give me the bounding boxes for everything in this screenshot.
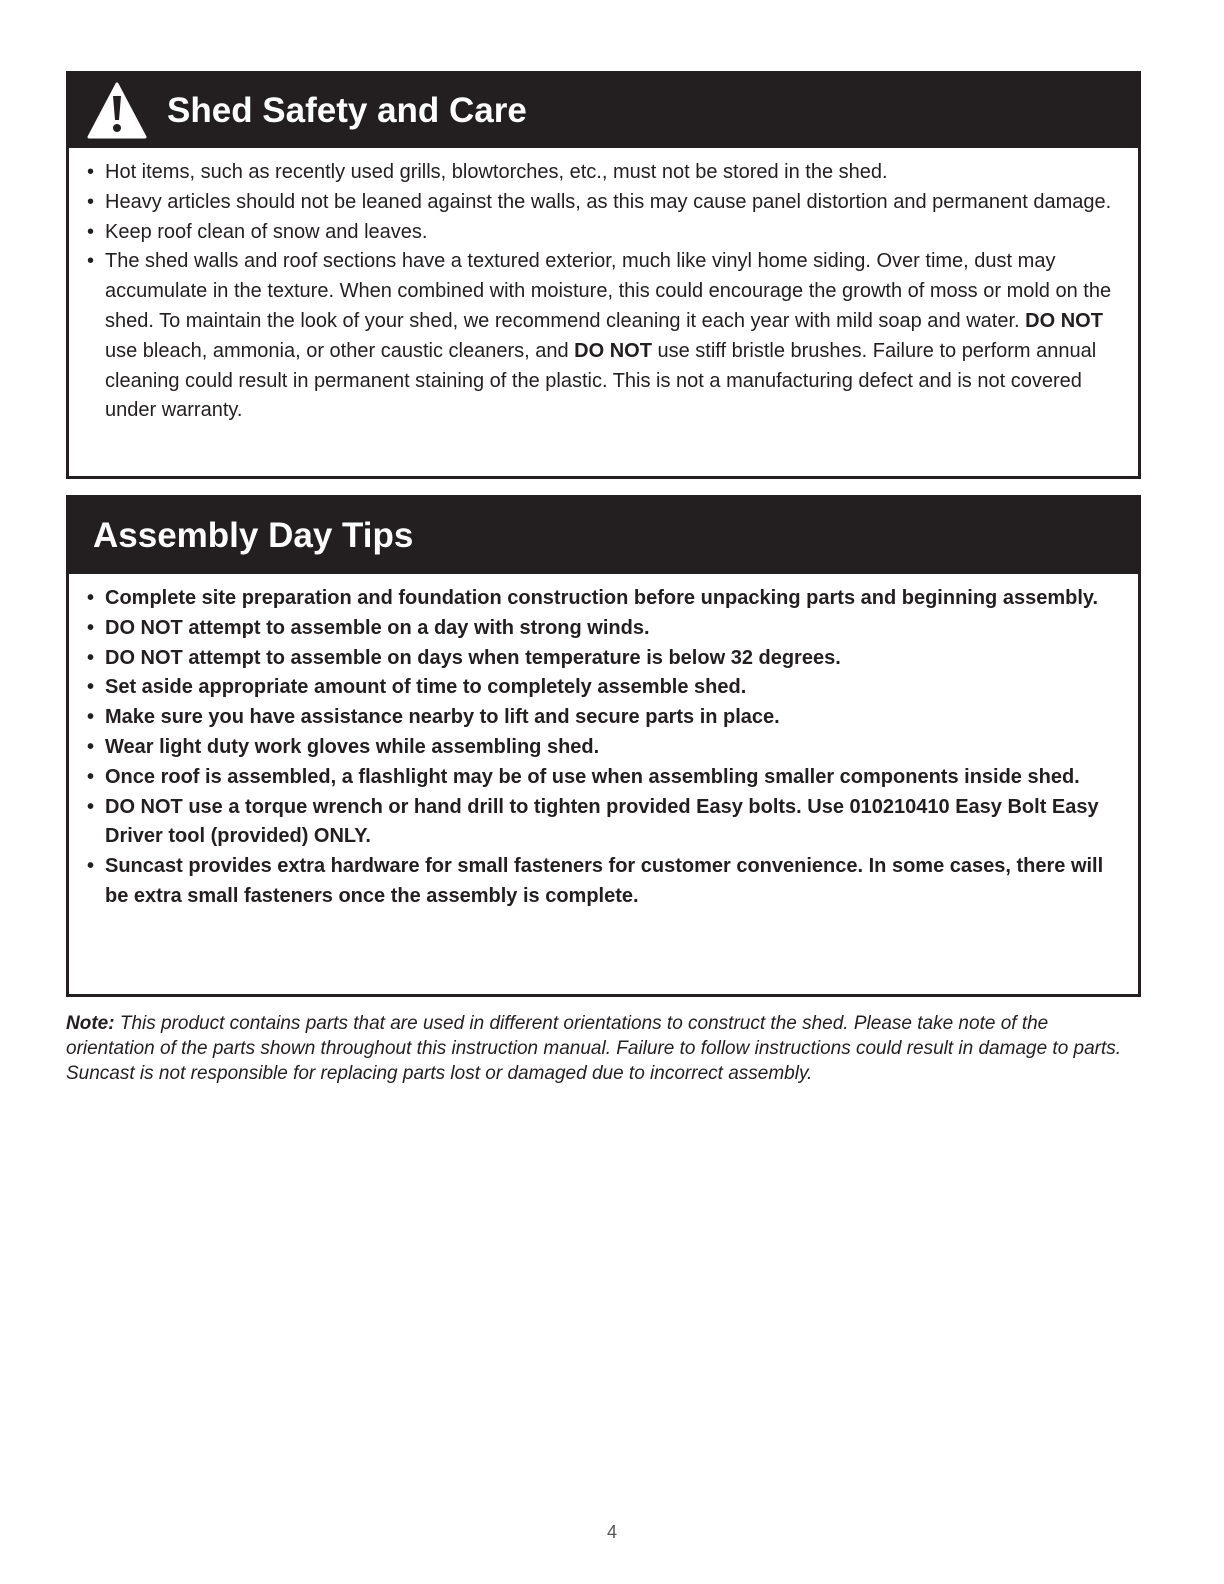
emphasis: DO NOT [1025,309,1103,332]
list-item: • DO NOT use a torque wrench or hand drill to tighten provided Easy bolts. Use 010210410 Easy Bolt Easy Driver tool (provided) ONLY. [87,793,1107,853]
list-item: • Heavy articles should not be leaned against the walls, as this may cause panel distortion and permanent damage. [87,188,1127,218]
list-item: • Set aside appropriate amount of time to completely assemble shed. [87,673,1107,703]
list-item: • DO NOT attempt to assemble on days when temperature is below 32 degrees. [87,644,1107,674]
page-number: 4 [606,1522,617,1542]
tips-list [69,574,1107,912]
note-text: This product contains parts that are used in different orientations to construct the shed. Please take note of the orientation of the parts shown throughout this instruction manual. Failure to follow instructions could result in damage to parts. Suncast is not responsible for replacing parts lost or damaged due to incorrect assembly. [66,1013,1122,1084]
section-title: Shed Safety and Care [167,91,527,130]
text: The shed walls and roof sections have a textured exterior, much like vinyl home siding. Over time, dust may accumulate in the texture. When combined with moisture, this could encourage the growth of moss or mold on the shed. To maintain the look of your shed, we recommend cleaning it each year with mild soap and water. [105,250,1112,332]
list-item: • Complete site preparation and foundation construction before unpacking parts and beginning assembly. [87,584,1107,614]
list-item: • Wear light duty work gloves while assembling shed. [87,733,1107,763]
emphasis: DO NOT [574,339,652,362]
shed-safety-section [66,71,1141,479]
list-item: • Hot items, such as recently used grills, blowtorches, etc., must not be stored in the shed. [87,158,1127,188]
list-item: • Make sure you have assistance nearby to lift and secure parts in place. [87,703,1107,733]
text: use stiff bristle brushes. Failure to perform annual cleaning could result in permanent staining of the plastic. This is not a manufacturing defect and is not covered under warranty. [105,339,1097,422]
list-item: • Once roof is assembled, a flashlight may be of use when assembling smaller components inside shed. [87,763,1107,793]
note-paragraph [66,1011,1136,1086]
warning-icon [87,82,147,140]
text: use bleach, ammonia, or other caustic cleaners, and [105,339,575,362]
list-item: • DO NOT attempt to assemble on a day with strong winds. [87,614,1107,644]
list-item: • Keep roof clean of snow and leaves. [87,218,1127,248]
section-header [69,498,1138,574]
assembly-tips-section [66,495,1141,997]
section-header [69,74,1138,148]
list-item [87,247,1127,426]
section-title: Assembly Day Tips [93,516,414,555]
note-label: Note: [66,1013,115,1034]
safety-list [69,148,1127,426]
list-item: • Suncast provides extra hardware for small fasteners for customer convenience. In some cases, there will be extra small fasteners once the assembly is complete. [87,852,1107,912]
